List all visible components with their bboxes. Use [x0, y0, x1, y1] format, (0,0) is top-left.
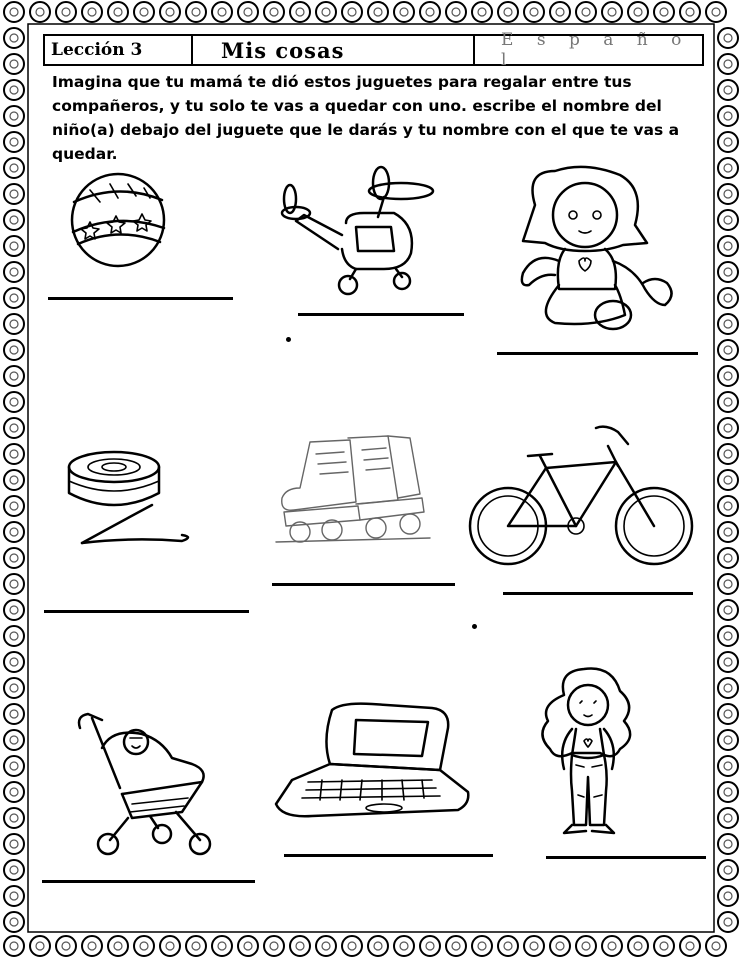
- subject-label: E s p a ñ o l: [501, 30, 691, 70]
- bicycle-icon: [468, 418, 698, 568]
- stray-dot: [286, 337, 291, 342]
- answer-line[interactable]: [497, 352, 698, 355]
- toy-laptop-icon: [272, 700, 472, 830]
- ball-icon: [60, 172, 180, 272]
- yoyo-icon: [62, 445, 198, 545]
- roller-skates-icon: [270, 432, 435, 557]
- answer-line[interactable]: [48, 297, 233, 300]
- instructions-text: Imagina que tu mamá te dió estos juguetes para regalar entre tus compañeros, y tu solo te vas a quedar con uno. escribe el nombre del niño(a) debajo del juguete que le darás y tu nombre con el que te vas a quedar.: [52, 73, 680, 163]
- answer-line[interactable]: [284, 854, 493, 857]
- worksheet-title: Mis cosas: [193, 36, 475, 64]
- doll-icon: [495, 165, 685, 335]
- answer-line[interactable]: [298, 313, 464, 316]
- fashion-doll-icon: [528, 665, 648, 840]
- stray-dot: [472, 624, 477, 629]
- stroller-icon: [72, 708, 222, 858]
- lesson-label: Lección 3: [45, 36, 193, 64]
- answer-line[interactable]: [42, 880, 255, 883]
- answer-line[interactable]: [44, 610, 249, 613]
- answer-line[interactable]: [272, 583, 455, 586]
- header-bar: [43, 30, 704, 70]
- helicopter-icon: [276, 165, 441, 300]
- answer-line[interactable]: [503, 592, 693, 595]
- answer-line[interactable]: [546, 856, 706, 859]
